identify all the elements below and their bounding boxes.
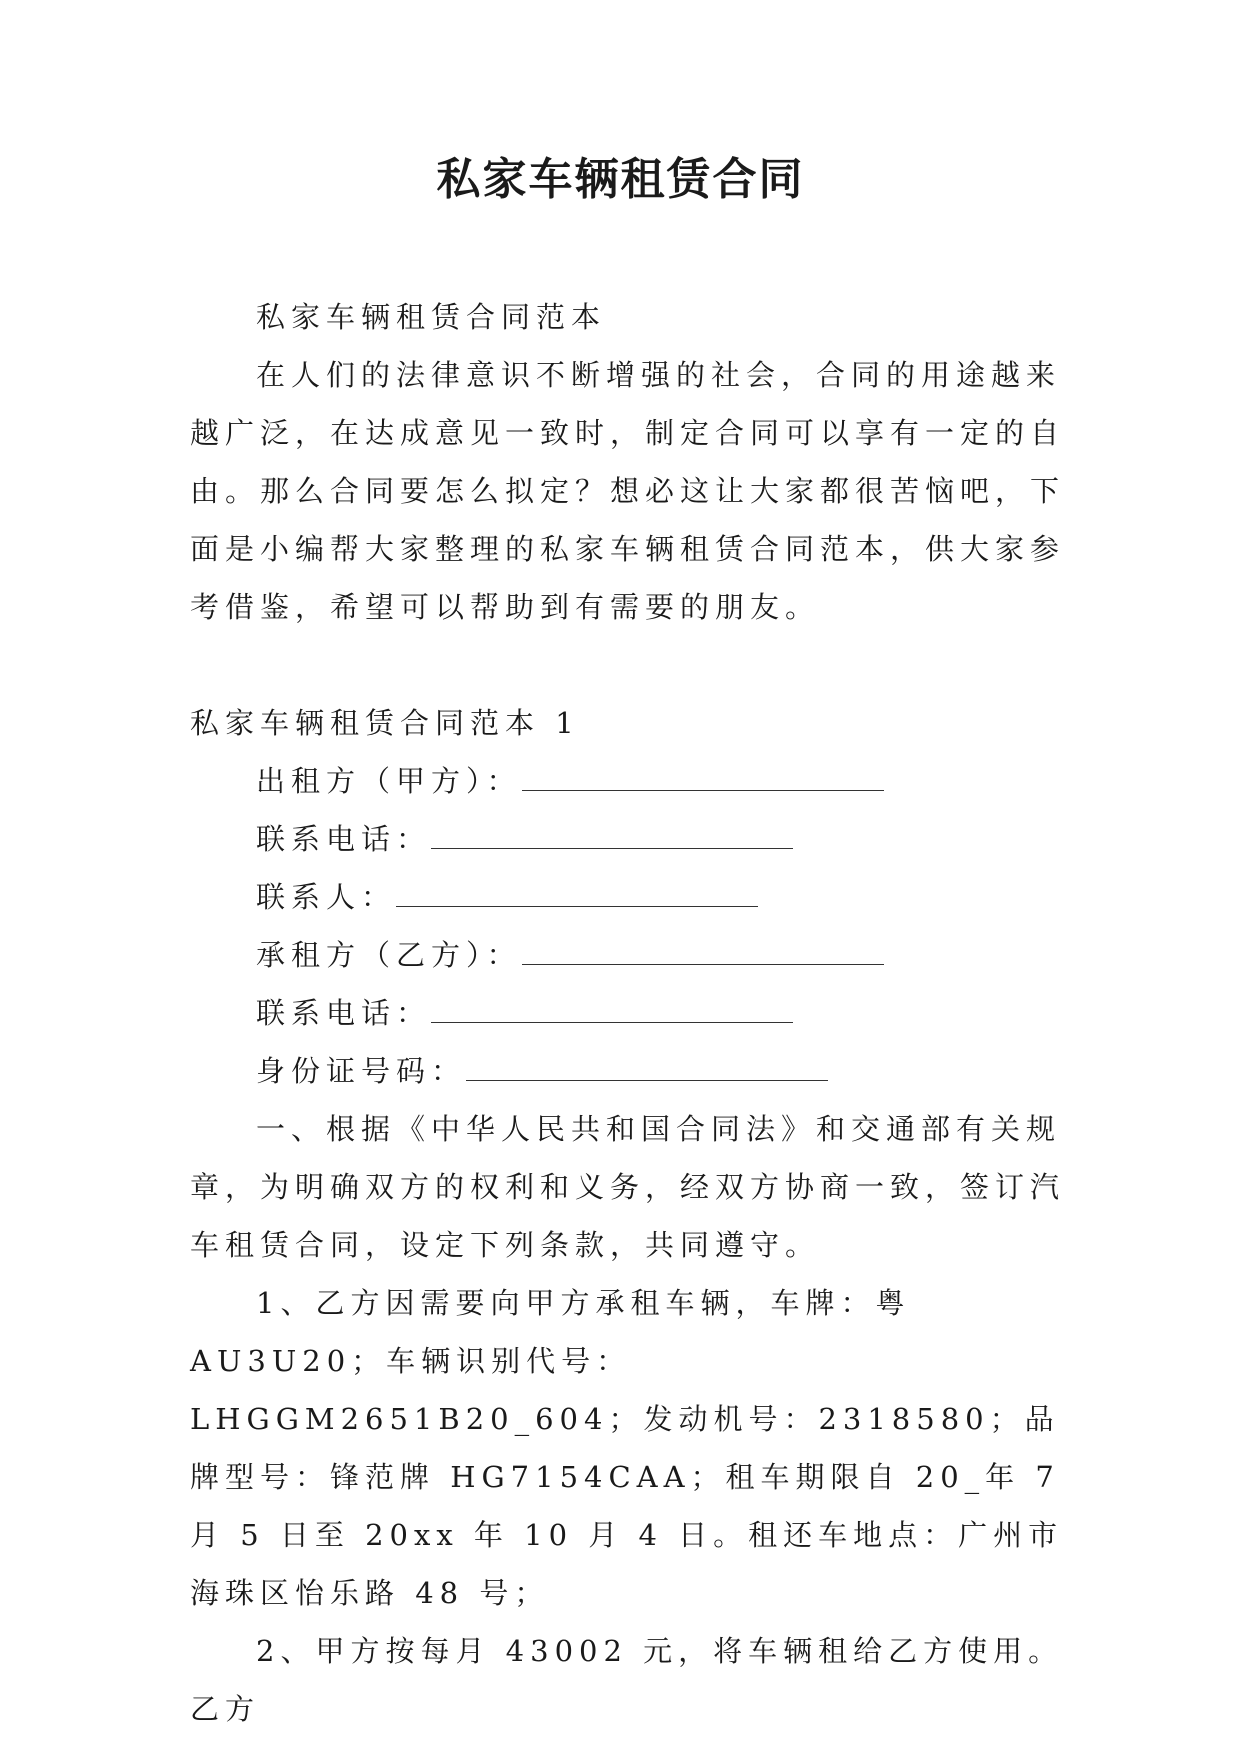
blank-line [396,878,758,907]
field-label: 身份证号码： [256,1054,467,1088]
field-contact-person [190,868,1070,926]
clause-intro: 一、根据《中华人民共和国合同法》和交通部有关规章，为明确双方的权利和义务，经双方协商一致，签订汽车租赁合同，设定下列条款，共同遵守。 [190,1112,1066,1262]
field-label: 承租方（乙方）： [256,938,522,972]
field-lessee [190,926,1070,984]
field-label: 联系电话： [256,996,432,1030]
field-lessor-phone [190,810,1070,868]
document-body [190,288,1070,1738]
blank-line [522,936,884,965]
intro-paragraph: 在人们的法律意识不断增强的社会，合同的用途越来越广泛，在达成意见一致时，制定合同可以享有一定的自由。那么合同要怎么拟定？想必这让大家都很苦恼吧，下面是小编帮大家整理的私家车辆租赁合同范本，供大家参考借鉴，希望可以帮助到有需要的朋友。 [190,358,1066,624]
clause-2: 2、甲方按每月 43002 元，将车辆租给乙方使用。乙方 [190,1634,1064,1726]
field-label: 联系电话： [256,822,432,856]
section-heading: 私家车辆租赁合同范本 1 [190,706,580,740]
field-lessee-phone [190,984,1070,1042]
field-lessor [190,752,1070,810]
document-subtitle: 私家车辆租赁合同范本 [256,300,607,334]
blank-line [431,994,793,1023]
blank-line [522,762,884,791]
field-label: 出租方（甲方）： [256,764,522,798]
field-id-number [190,1042,1070,1100]
paragraph-spacer [190,636,1070,694]
blank-line [431,820,793,849]
field-label: 联系人： [256,880,397,914]
clause-1: 1、乙方因需要向甲方承租车辆，车牌：粤 AU3U20；车辆识别代号：LHGGM2651B20_604；发动机号：2318580；品牌型号：锋范牌 HG7154CAA；租车期限自 20_年 7 月 5 日至 20xx 年 10 月 4 日。租还车地点：广州市海珠区怡乐路 48 号； [190,1286,1064,1610]
document-title: 私家车辆租赁合同 [436,154,805,205]
blank-line [466,1052,828,1081]
